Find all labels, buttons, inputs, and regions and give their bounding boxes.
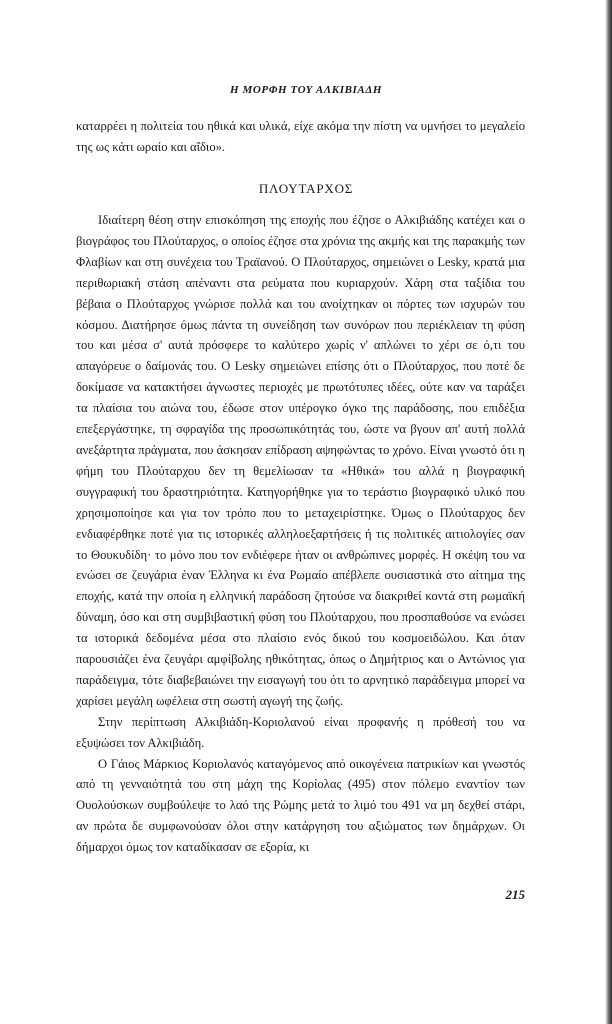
section-title: ΠΛΟΥΤΑΡΧΟΣ: [258, 181, 354, 196]
page-number: 215: [505, 887, 525, 902]
section-body: [76, 210, 525, 858]
running-head: Η ΜΟΡΦΗ ΤΟΥ ΑΛΚΙΒΙΑΔΗ: [229, 84, 382, 96]
body-paragraph: Ιδιαίτερη θέση στην επισκόπηση της εποχής που έζησε ο Αλκιβιάδης κατέχει και ο βιογράφος του Πλούταρχος, ο οποίος έζησε στα χρόνια της ακμής και της παρακμής των Φλαβίων και στη συνέχεια του Τραϊανού. Ο Πλούταρχος, σημειώνει ο Lesky, κρατά μια περιθωριακή στάση απέναντι στα ρεύματα που κυριαρχούν. Χάρη στα ταξίδια του βέβαια ο Πλούταρχος γνώρισε πολλά και του ανοίχτηκαν οι πόρτες των ισχυρών του κόσμου. Διατήρησε όμως πάντα τη συνείδηση των συνόρων που περιέκλειαν τη φύση του και μέσα σ' αυτά πρόσφερε το καλύτερο χωρίς ν' απλώνει το χέρι σε ό,τι του απαγόρευε ο δαίμονάς του. Ο Lesky σημειώνει επίσης ότι ο Πλούταρχος, που ποτέ δε δοκίμασε να κατακτήσει άγνωστες περιοχές με πρωτότυπες ιδέες, ούτε καν να ταράξει τα πλαίσια του αιώνα του, έδωσε στον υπέρογκο όγκο της παράδοσης, που επιδέξια επεξεργάστηκε, τη σφραγίδα της προσωπικότητάς του, ώστε να βγουν απ' αυτή πολλά ανεξάρτητα πράγματα, που άσκησαν επίδραση αψηφώντας το χρόνο. Είναι γνωστό ότι η φήμη του Πλούταρχου δεν τη θεμελίωσαν τα «Ηθικά» του αλλά η βιογραφική συγγραφική του δραστηριότητα. Κατηγορήθηκε για το τεράστιο βιογραφικό υλικό που χρησιμοποίησε και για τον τρόπο που το μεταχειρίστηκε. Όμως ο Πλούταρχος δεν ενδιαφέρθηκε ποτέ για τις ιστορικές αλληλοεξαρτήσεις ή τις πολιτικές αιτιολογίες σαν το Θουκυδίδη· το μόνο που τον ενδιέφερε ήταν οι ανθρώπινες μορφές. Η σκέψη του να ενώσει σε ζευγάρια έναν Έλληνα κι ένα Ρωμαίο απέβλεπε ουσιαστικά στο αίτημα της εποχής, κατά την οποία η ελληνική παράδοση ζητούσε να διακριθεί κοντά στη ρωμαϊκή δύναμη, όσο και στη συμβιβαστική φύση του Πλούταρχου, που προσπαθούσε να ενώσει τα ιστορικά δεδομένα μέσα στο πλαίσιο ενός δικού του κοσμοειδώλου. Και όταν παρουσιάζει ένα ζευγάρι αμφίβολης ηθικότητας, όπως ο Δημήτριος και ο Αντώνιος για παράδειγμα, τότε διαβεβαιώνει την εισαγωγή του ότι το αρνητικό παράδειγμα μπορεί να χαρίσει μεγάλη ωφέλεια στη σωστή αγωγή της ζωής.: [76, 213, 525, 708]
body-paragraph: Στην περίπτωση Αλκιβιάδη-Κοριολανού είναι προφανής η πρόθεσή του να εξυψώσει τον Αλκιβιάδη.: [76, 714, 525, 750]
body-paragraph: Ο Γάιος Μάρκιος Κοριολανός καταγόμενος από οικογένεια πατρικίων και γνωστός από τη γενναιότητά του στη μάχη της Κορίολας (495) στον πόλεμο εναντίον των Ουολούσκων συμβούλεψε το λαό της Ρώμης μετά το λιμό του 491 να μη δεχθεί στάρι, αν πρώτα δε συμφωνούσαν όλοι στην κατάργηση του αξιώματος των δημάρχων. Οι δήμαρχοι όμως τον καταδίκασαν σε εξορία, κι: [76, 756, 525, 855]
continuation-text: [76, 116, 525, 158]
scan-edge-shadow: [605, 0, 612, 1024]
continuation-paragraph: καταρρέει η πολιτεία του ηθικά και υλικά, είχε ακόμα την πίστη να υμνήσει το μεγαλείο της ως κάτι ωραίο και αΐδιο».: [76, 119, 525, 154]
